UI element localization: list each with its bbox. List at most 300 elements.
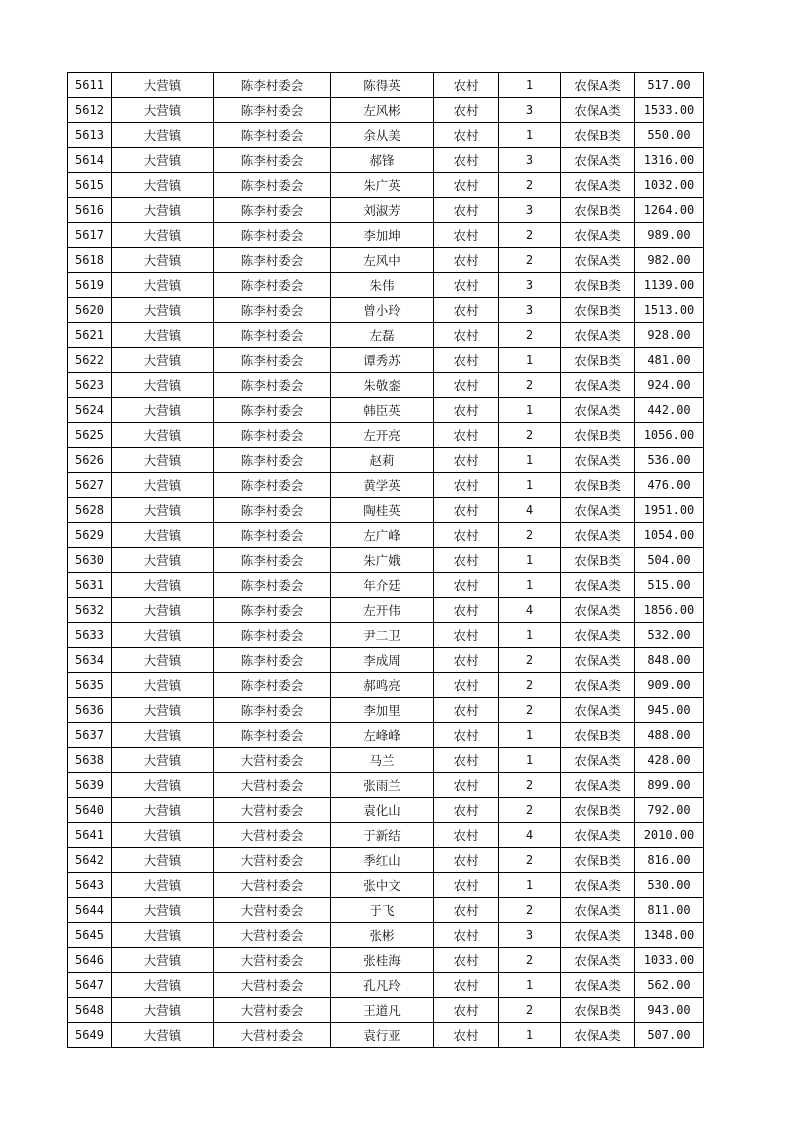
cell-town: 大营镇 <box>112 348 214 373</box>
cell-insurance-category: 农保A类 <box>561 98 635 123</box>
cell-town: 大营镇 <box>112 98 214 123</box>
cell-amount: 899.00 <box>635 773 704 798</box>
cell-amount: 442.00 <box>635 398 704 423</box>
cell-insurance-category: 农保A类 <box>561 498 635 523</box>
cell-insurance-category: 农保A类 <box>561 898 635 923</box>
cell-household-size: 2 <box>499 523 561 548</box>
table-row <box>68 73 704 98</box>
cell-village-committee: 大营村委会 <box>214 848 331 873</box>
cell-row-number: 5619 <box>68 273 112 298</box>
table-row <box>68 273 704 298</box>
cell-amount: 517.00 <box>635 73 704 98</box>
cell-town: 大营镇 <box>112 698 214 723</box>
cell-town: 大营镇 <box>112 748 214 773</box>
cell-row-number: 5643 <box>68 873 112 898</box>
cell-town: 大营镇 <box>112 523 214 548</box>
cell-household-size: 2 <box>499 373 561 398</box>
cell-town: 大营镇 <box>112 298 214 323</box>
cell-person-name: 刘淑芳 <box>331 198 434 223</box>
cell-household-size: 4 <box>499 498 561 523</box>
table-row <box>68 348 704 373</box>
cell-household-type: 农村 <box>434 448 499 473</box>
cell-row-number: 5649 <box>68 1023 112 1048</box>
cell-household-size: 2 <box>499 998 561 1023</box>
cell-row-number: 5645 <box>68 923 112 948</box>
cell-household-type: 农村 <box>434 848 499 873</box>
cell-village-committee: 陈李村委会 <box>214 248 331 273</box>
cell-amount: 1951.00 <box>635 498 704 523</box>
cell-household-type: 农村 <box>434 698 499 723</box>
cell-row-number: 5627 <box>68 473 112 498</box>
cell-amount: 1513.00 <box>635 298 704 323</box>
cell-village-committee: 陈李村委会 <box>214 348 331 373</box>
cell-person-name: 张中文 <box>331 873 434 898</box>
cell-town: 大营镇 <box>112 373 214 398</box>
cell-village-committee: 陈李村委会 <box>214 623 331 648</box>
cell-person-name: 左风彬 <box>331 98 434 123</box>
table-row <box>68 998 704 1023</box>
cell-row-number: 5612 <box>68 98 112 123</box>
cell-person-name: 朱敬銮 <box>331 373 434 398</box>
cell-person-name: 韩臣英 <box>331 398 434 423</box>
cell-insurance-category: 农保A类 <box>561 248 635 273</box>
cell-village-committee: 陈李村委会 <box>214 73 331 98</box>
cell-household-type: 农村 <box>434 248 499 273</box>
cell-town: 大营镇 <box>112 173 214 198</box>
cell-village-committee: 大营村委会 <box>214 973 331 998</box>
cell-amount: 816.00 <box>635 848 704 873</box>
cell-household-size: 4 <box>499 598 561 623</box>
cell-insurance-category: 农保B类 <box>561 473 635 498</box>
cell-person-name: 孔凡玲 <box>331 973 434 998</box>
cell-household-size: 1 <box>499 73 561 98</box>
cell-amount: 550.00 <box>635 123 704 148</box>
cell-row-number: 5623 <box>68 373 112 398</box>
cell-person-name: 马兰 <box>331 748 434 773</box>
cell-row-number: 5639 <box>68 773 112 798</box>
cell-amount: 562.00 <box>635 973 704 998</box>
table-row <box>68 123 704 148</box>
cell-row-number: 5632 <box>68 598 112 623</box>
cell-village-committee: 陈李村委会 <box>214 573 331 598</box>
cell-household-size: 1 <box>499 448 561 473</box>
cell-household-size: 1 <box>499 548 561 573</box>
cell-insurance-category: 农保A类 <box>561 773 635 798</box>
cell-household-size: 3 <box>499 298 561 323</box>
cell-amount: 476.00 <box>635 473 704 498</box>
cell-insurance-category: 农保B类 <box>561 723 635 748</box>
cell-person-name: 左磊 <box>331 323 434 348</box>
cell-town: 大营镇 <box>112 223 214 248</box>
cell-amount: 1032.00 <box>635 173 704 198</box>
table-row <box>68 798 704 823</box>
cell-town: 大营镇 <box>112 823 214 848</box>
cell-person-name: 张桂海 <box>331 948 434 973</box>
cell-village-committee: 大营村委会 <box>214 923 331 948</box>
cell-town: 大营镇 <box>112 998 214 1023</box>
table-row <box>68 248 704 273</box>
table-row <box>68 423 704 448</box>
cell-village-committee: 大营村委会 <box>214 873 331 898</box>
table-row <box>68 98 704 123</box>
cell-person-name: 左开亮 <box>331 423 434 448</box>
table-row <box>68 548 704 573</box>
cell-village-committee: 大营村委会 <box>214 748 331 773</box>
cell-village-committee: 陈李村委会 <box>214 548 331 573</box>
cell-village-committee: 陈李村委会 <box>214 198 331 223</box>
cell-row-number: 5629 <box>68 523 112 548</box>
cell-household-type: 农村 <box>434 873 499 898</box>
cell-household-type: 农村 <box>434 323 499 348</box>
table-row <box>68 373 704 398</box>
cell-household-size: 3 <box>499 198 561 223</box>
cell-household-type: 农村 <box>434 523 499 548</box>
cell-insurance-category: 农保B类 <box>561 298 635 323</box>
table-row <box>68 823 704 848</box>
cell-household-size: 2 <box>499 698 561 723</box>
table-row <box>68 1023 704 1048</box>
cell-person-name: 袁化山 <box>331 798 434 823</box>
cell-village-committee: 大营村委会 <box>214 798 331 823</box>
cell-household-size: 1 <box>499 973 561 998</box>
cell-household-size: 1 <box>499 123 561 148</box>
cell-insurance-category: 农保A类 <box>561 673 635 698</box>
cell-person-name: 左峰峰 <box>331 723 434 748</box>
cell-amount: 909.00 <box>635 673 704 698</box>
cell-household-type: 农村 <box>434 348 499 373</box>
cell-town: 大营镇 <box>112 923 214 948</box>
table-row <box>68 948 704 973</box>
cell-household-type: 农村 <box>434 598 499 623</box>
cell-village-committee: 陈李村委会 <box>214 723 331 748</box>
cell-town: 大营镇 <box>112 723 214 748</box>
cell-household-size: 3 <box>499 273 561 298</box>
cell-row-number: 5611 <box>68 73 112 98</box>
cell-person-name: 李加里 <box>331 698 434 723</box>
cell-person-name: 郝鸣亮 <box>331 673 434 698</box>
cell-village-committee: 陈李村委会 <box>214 173 331 198</box>
cell-household-type: 农村 <box>434 623 499 648</box>
cell-household-type: 农村 <box>434 1023 499 1048</box>
table-row <box>68 873 704 898</box>
table-row <box>68 473 704 498</box>
cell-town: 大营镇 <box>112 898 214 923</box>
cell-household-type: 农村 <box>434 198 499 223</box>
cell-person-name: 季红山 <box>331 848 434 873</box>
cell-insurance-category: 农保A类 <box>561 573 635 598</box>
cell-town: 大营镇 <box>112 673 214 698</box>
table-row <box>68 723 704 748</box>
cell-insurance-category: 农保A类 <box>561 648 635 673</box>
cell-household-size: 2 <box>499 798 561 823</box>
cell-row-number: 5636 <box>68 698 112 723</box>
cell-insurance-category: 农保A类 <box>561 523 635 548</box>
cell-village-committee: 陈李村委会 <box>214 423 331 448</box>
cell-row-number: 5644 <box>68 898 112 923</box>
cell-amount: 1033.00 <box>635 948 704 973</box>
cell-amount: 1533.00 <box>635 98 704 123</box>
cell-household-size: 1 <box>499 748 561 773</box>
cell-village-committee: 陈李村委会 <box>214 373 331 398</box>
cell-village-committee: 陈李村委会 <box>214 148 331 173</box>
cell-household-type: 农村 <box>434 773 499 798</box>
cell-town: 大营镇 <box>112 73 214 98</box>
cell-village-committee: 陈李村委会 <box>214 223 331 248</box>
cell-amount: 2010.00 <box>635 823 704 848</box>
cell-village-committee: 大营村委会 <box>214 898 331 923</box>
cell-household-type: 农村 <box>434 73 499 98</box>
cell-person-name: 年介廷 <box>331 573 434 598</box>
cell-row-number: 5625 <box>68 423 112 448</box>
table-row <box>68 848 704 873</box>
cell-person-name: 尹二卫 <box>331 623 434 648</box>
cell-person-name: 于新结 <box>331 823 434 848</box>
cell-town: 大营镇 <box>112 248 214 273</box>
cell-person-name: 左风中 <box>331 248 434 273</box>
cell-household-size: 3 <box>499 98 561 123</box>
cell-row-number: 5641 <box>68 823 112 848</box>
cell-person-name: 王道凡 <box>331 998 434 1023</box>
cell-person-name: 郝锋 <box>331 148 434 173</box>
cell-village-committee: 陈李村委会 <box>214 273 331 298</box>
cell-household-type: 农村 <box>434 223 499 248</box>
table-row <box>68 623 704 648</box>
cell-insurance-category: 农保A类 <box>561 923 635 948</box>
cell-row-number: 5628 <box>68 498 112 523</box>
cell-person-name: 陶桂英 <box>331 498 434 523</box>
cell-household-size: 3 <box>499 923 561 948</box>
cell-household-size: 2 <box>499 323 561 348</box>
cell-household-type: 农村 <box>434 973 499 998</box>
cell-town: 大营镇 <box>112 648 214 673</box>
cell-amount: 924.00 <box>635 373 704 398</box>
cell-insurance-category: 农保B类 <box>561 273 635 298</box>
cell-village-committee: 陈李村委会 <box>214 498 331 523</box>
table-row <box>68 748 704 773</box>
cell-town: 大营镇 <box>112 623 214 648</box>
table-row <box>68 323 704 348</box>
cell-village-committee: 陈李村委会 <box>214 648 331 673</box>
cell-village-committee: 大营村委会 <box>214 773 331 798</box>
cell-amount: 928.00 <box>635 323 704 348</box>
cell-insurance-category: 农保A类 <box>561 398 635 423</box>
cell-row-number: 5647 <box>68 973 112 998</box>
cell-person-name: 左开伟 <box>331 598 434 623</box>
cell-insurance-category: 农保A类 <box>561 748 635 773</box>
cell-row-number: 5635 <box>68 673 112 698</box>
cell-amount: 1316.00 <box>635 148 704 173</box>
cell-village-committee: 大营村委会 <box>214 948 331 973</box>
cell-row-number: 5624 <box>68 398 112 423</box>
table-row <box>68 223 704 248</box>
cell-amount: 504.00 <box>635 548 704 573</box>
cell-person-name: 曾小玲 <box>331 298 434 323</box>
cell-insurance-category: 农保B类 <box>561 348 635 373</box>
table-row <box>68 648 704 673</box>
cell-household-type: 农村 <box>434 573 499 598</box>
cell-insurance-category: 农保A类 <box>561 973 635 998</box>
cell-village-committee: 陈李村委会 <box>214 398 331 423</box>
cell-row-number: 5622 <box>68 348 112 373</box>
table-row <box>68 498 704 523</box>
table-row <box>68 173 704 198</box>
cell-row-number: 5638 <box>68 748 112 773</box>
cell-household-size: 2 <box>499 223 561 248</box>
cell-insurance-category: 农保B类 <box>561 548 635 573</box>
cell-amount: 848.00 <box>635 648 704 673</box>
cell-household-type: 农村 <box>434 173 499 198</box>
cell-household-type: 农村 <box>434 723 499 748</box>
cell-row-number: 5614 <box>68 148 112 173</box>
table-row <box>68 398 704 423</box>
cell-row-number: 5626 <box>68 448 112 473</box>
cell-household-size: 3 <box>499 148 561 173</box>
table-row <box>68 148 704 173</box>
table-row <box>68 448 704 473</box>
cell-town: 大营镇 <box>112 548 214 573</box>
cell-household-type: 农村 <box>434 898 499 923</box>
cell-insurance-category: 农保B类 <box>561 998 635 1023</box>
cell-person-name: 余从美 <box>331 123 434 148</box>
cell-town: 大营镇 <box>112 948 214 973</box>
cell-row-number: 5642 <box>68 848 112 873</box>
cell-amount: 530.00 <box>635 873 704 898</box>
table-row <box>68 673 704 698</box>
table-row <box>68 698 704 723</box>
cell-amount: 792.00 <box>635 798 704 823</box>
cell-amount: 1056.00 <box>635 423 704 448</box>
cell-person-name: 陈得英 <box>331 73 434 98</box>
cell-household-type: 农村 <box>434 98 499 123</box>
cell-town: 大营镇 <box>112 148 214 173</box>
cell-household-size: 2 <box>499 173 561 198</box>
cell-household-size: 2 <box>499 848 561 873</box>
cell-household-size: 1 <box>499 723 561 748</box>
table-row <box>68 598 704 623</box>
cell-household-type: 农村 <box>434 823 499 848</box>
cell-insurance-category: 农保A类 <box>561 448 635 473</box>
cell-household-type: 农村 <box>434 298 499 323</box>
cell-person-name: 赵莉 <box>331 448 434 473</box>
cell-person-name: 李成周 <box>331 648 434 673</box>
cell-household-size: 2 <box>499 673 561 698</box>
cell-person-name: 朱伟 <box>331 273 434 298</box>
cell-household-type: 农村 <box>434 673 499 698</box>
cell-household-size: 1 <box>499 573 561 598</box>
cell-town: 大营镇 <box>112 323 214 348</box>
cell-town: 大营镇 <box>112 573 214 598</box>
cell-village-committee: 大营村委会 <box>214 998 331 1023</box>
cell-row-number: 5617 <box>68 223 112 248</box>
cell-insurance-category: 农保A类 <box>561 698 635 723</box>
cell-household-size: 2 <box>499 773 561 798</box>
cell-household-type: 农村 <box>434 948 499 973</box>
cell-household-type: 农村 <box>434 398 499 423</box>
cell-row-number: 5648 <box>68 998 112 1023</box>
cell-village-committee: 大营村委会 <box>214 1023 331 1048</box>
cell-household-type: 农村 <box>434 748 499 773</box>
cell-row-number: 5620 <box>68 298 112 323</box>
cell-household-size: 2 <box>499 948 561 973</box>
table-row <box>68 198 704 223</box>
cell-village-committee: 陈李村委会 <box>214 323 331 348</box>
cell-insurance-category: 农保A类 <box>561 73 635 98</box>
cell-town: 大营镇 <box>112 798 214 823</box>
cell-amount: 515.00 <box>635 573 704 598</box>
cell-amount: 507.00 <box>635 1023 704 1048</box>
cell-amount: 536.00 <box>635 448 704 473</box>
cell-amount: 989.00 <box>635 223 704 248</box>
cell-town: 大营镇 <box>112 448 214 473</box>
cell-village-committee: 陈李村委会 <box>214 448 331 473</box>
cell-insurance-category: 农保A类 <box>561 148 635 173</box>
cell-household-type: 农村 <box>434 148 499 173</box>
cell-household-size: 2 <box>499 248 561 273</box>
cell-insurance-category: 农保A类 <box>561 873 635 898</box>
cell-insurance-category: 农保B类 <box>561 198 635 223</box>
cell-row-number: 5634 <box>68 648 112 673</box>
cell-row-number: 5618 <box>68 248 112 273</box>
cell-row-number: 5616 <box>68 198 112 223</box>
cell-village-committee: 陈李村委会 <box>214 523 331 548</box>
table-row <box>68 923 704 948</box>
table-row <box>68 973 704 998</box>
table-body <box>68 73 704 1048</box>
cell-amount: 532.00 <box>635 623 704 648</box>
cell-person-name: 朱广英 <box>331 173 434 198</box>
cell-row-number: 5615 <box>68 173 112 198</box>
cell-insurance-category: 农保A类 <box>561 323 635 348</box>
cell-household-type: 农村 <box>434 798 499 823</box>
cell-town: 大营镇 <box>112 598 214 623</box>
cell-household-size: 2 <box>499 898 561 923</box>
cell-amount: 481.00 <box>635 348 704 373</box>
cell-amount: 1856.00 <box>635 598 704 623</box>
cell-household-type: 农村 <box>434 923 499 948</box>
cell-row-number: 5621 <box>68 323 112 348</box>
table-row <box>68 573 704 598</box>
cell-row-number: 5640 <box>68 798 112 823</box>
cell-village-committee: 陈李村委会 <box>214 673 331 698</box>
cell-amount: 943.00 <box>635 998 704 1023</box>
cell-household-size: 1 <box>499 623 561 648</box>
cell-village-committee: 陈李村委会 <box>214 123 331 148</box>
cell-town: 大营镇 <box>112 1023 214 1048</box>
cell-row-number: 5630 <box>68 548 112 573</box>
cell-row-number: 5646 <box>68 948 112 973</box>
cell-amount: 811.00 <box>635 898 704 923</box>
cell-insurance-category: 农保B类 <box>561 423 635 448</box>
cell-village-committee: 陈李村委会 <box>214 598 331 623</box>
cell-amount: 1264.00 <box>635 198 704 223</box>
cell-household-size: 1 <box>499 1023 561 1048</box>
cell-person-name: 袁行亚 <box>331 1023 434 1048</box>
table-row <box>68 898 704 923</box>
cell-household-size: 1 <box>499 473 561 498</box>
cell-household-size: 2 <box>499 648 561 673</box>
cell-town: 大营镇 <box>112 873 214 898</box>
cell-amount: 488.00 <box>635 723 704 748</box>
cell-person-name: 张彬 <box>331 923 434 948</box>
cell-town: 大营镇 <box>112 973 214 998</box>
cell-household-type: 农村 <box>434 998 499 1023</box>
table-row <box>68 298 704 323</box>
cell-household-type: 农村 <box>434 548 499 573</box>
cell-village-committee: 大营村委会 <box>214 823 331 848</box>
cell-insurance-category: 农保A类 <box>561 223 635 248</box>
cell-person-name: 黄学英 <box>331 473 434 498</box>
cell-person-name: 谭秀苏 <box>331 348 434 373</box>
